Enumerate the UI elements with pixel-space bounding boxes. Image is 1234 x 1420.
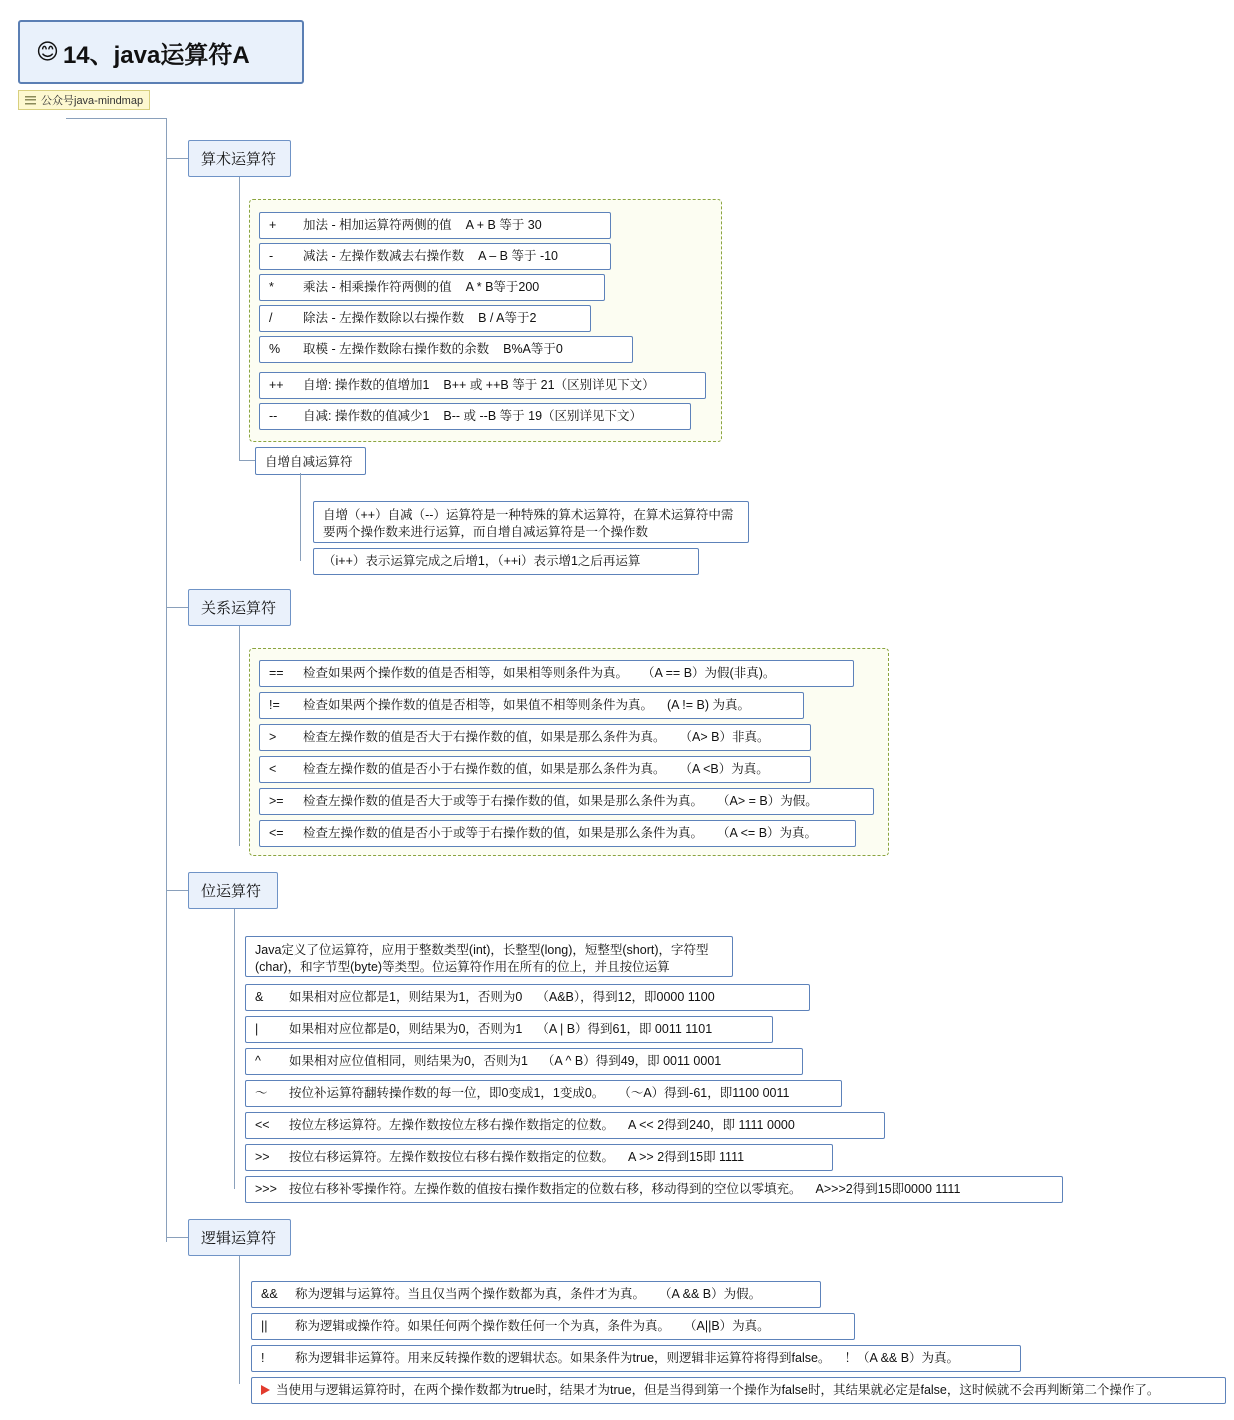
operator: - bbox=[269, 249, 274, 263]
branch-stem bbox=[239, 626, 240, 654]
note-chip-label: 公众号java-mindmap bbox=[41, 95, 144, 107]
example: B / A等于2 bbox=[478, 311, 537, 325]
description: 称为逻辑非运算符。用来反转操作数的逻辑状态。如果条件为true，则逻辑非运算符将得到false。 bbox=[295, 1351, 831, 1365]
root-title-node[interactable] bbox=[18, 20, 304, 84]
example: (A != B) 为真。 bbox=[667, 698, 751, 712]
description: 按位右移运算符。左操作数按位右移右操作数指定的位数。 bbox=[289, 1150, 615, 1164]
example: （A == B）为假(非真)。 bbox=[642, 666, 776, 680]
example: A – B 等于 -10 bbox=[478, 249, 559, 263]
operator: && bbox=[261, 1287, 278, 1301]
operator: ++ bbox=[269, 378, 284, 392]
rel-row-4[interactable] bbox=[259, 788, 874, 815]
arith-row-0[interactable] bbox=[259, 212, 611, 239]
example: （A <= B）为真。 bbox=[717, 826, 818, 840]
description: 按位左移运算符。左操作数按位左移右操作数指定的位数。 bbox=[289, 1118, 615, 1132]
operator: / bbox=[269, 311, 273, 325]
operator: != bbox=[269, 698, 280, 712]
branch-label: 位运算符 bbox=[201, 883, 262, 900]
rel-row-3[interactable] bbox=[259, 756, 811, 783]
example: A>>>2得到15即0000 1111 bbox=[815, 1182, 961, 1196]
branch-label: 逻辑运算符 bbox=[201, 1230, 277, 1247]
operator: ^ bbox=[255, 1054, 261, 1068]
branch-connector bbox=[166, 1237, 188, 1238]
note-text: 当使用与逻辑运算符时，在两个操作数都为true时，结果才为true，但是当得到第一个操作为false时，其结果就必定是false，这时候就不会再判断第二个操作了。 bbox=[276, 1383, 1160, 1397]
branch-label: 关系运算符 bbox=[201, 600, 277, 617]
bitwise-intro[interactable] bbox=[245, 936, 733, 977]
branch-label: 算术运算符 bbox=[201, 151, 277, 168]
logic-row-1[interactable] bbox=[251, 1313, 855, 1340]
operator: ! bbox=[261, 1351, 265, 1365]
operator: % bbox=[269, 342, 281, 356]
sub-node-increment[interactable] bbox=[255, 447, 366, 475]
operator: & bbox=[255, 990, 264, 1004]
branch-arithmetic[interactable] bbox=[188, 140, 291, 177]
description: 按位补运算符翻转操作数的每一位，即0变成1，1变成0。 bbox=[289, 1086, 605, 1100]
arith-row-2[interactable] bbox=[259, 274, 605, 301]
branch-connector bbox=[166, 890, 188, 891]
bit-row-6[interactable] bbox=[245, 1176, 1063, 1203]
description: 除法 - 左操作数除以右操作数 bbox=[303, 311, 465, 325]
branch-bitwise[interactable] bbox=[188, 872, 278, 909]
branch-stem bbox=[239, 205, 240, 460]
increment-detail-0[interactable] bbox=[313, 501, 749, 543]
branch-stem bbox=[239, 1256, 240, 1286]
operator: 〜 bbox=[255, 1086, 268, 1100]
rel-row-5[interactable] bbox=[259, 820, 856, 847]
sub-stem bbox=[300, 503, 301, 561]
operator: > bbox=[269, 730, 277, 744]
branch-connector bbox=[166, 607, 188, 608]
note-lines-icon bbox=[25, 96, 36, 105]
example: （A> B）非真。 bbox=[679, 730, 770, 744]
operator: * bbox=[269, 280, 274, 294]
description: 如果相对应位都是0，则结果为0，否则为1 bbox=[289, 1022, 523, 1036]
rel-row-1[interactable] bbox=[259, 692, 804, 719]
sub-stem bbox=[300, 473, 301, 503]
arith-row-1[interactable] bbox=[259, 243, 611, 270]
description: 如果相对应位都是1，则结果为1，否则为0 bbox=[289, 990, 523, 1004]
description: 按位右移补零操作符。左操作数的值按右操作数指定的位数右移，移动得到的空位以零填充。 bbox=[289, 1182, 802, 1196]
operator: << bbox=[255, 1118, 270, 1132]
arith-row-3[interactable] bbox=[259, 305, 591, 332]
example: （〜A）得到-61，即1100 0011 bbox=[618, 1086, 790, 1100]
operator: == bbox=[269, 666, 284, 680]
logic-row-2[interactable] bbox=[251, 1345, 1021, 1372]
operator: -- bbox=[269, 409, 278, 423]
operator: >= bbox=[269, 794, 284, 808]
example: （A&B），得到12，即0000 1100 bbox=[536, 990, 715, 1004]
bit-row-5[interactable] bbox=[245, 1144, 833, 1171]
operator: + bbox=[269, 218, 277, 232]
logic-row-0[interactable] bbox=[251, 1281, 821, 1308]
main-spine bbox=[166, 118, 167, 1242]
example: B-- 或 --B 等于 19（区别详见下文） bbox=[443, 409, 643, 423]
root-title-label: 14、java运算符A bbox=[62, 41, 250, 69]
example: A * B等于200 bbox=[465, 280, 540, 294]
example: A >> 2得到15即 1111 bbox=[628, 1150, 745, 1164]
description: 检查左操作数的值是否大于右操作数的值，如果是那么条件为真。 bbox=[303, 730, 666, 744]
red-flag-icon bbox=[261, 1385, 270, 1395]
root-connector bbox=[66, 118, 166, 119]
description: 加法 - 相加运算符两侧的值 bbox=[303, 218, 452, 232]
branch-stem bbox=[234, 909, 235, 939]
arith-row-6[interactable] bbox=[259, 403, 691, 430]
smiley-icon: 😊 bbox=[36, 39, 59, 64]
description: 检查左操作数的值是否小于右操作数的值，如果是那么条件为真。 bbox=[303, 762, 666, 776]
rel-row-2[interactable] bbox=[259, 724, 811, 751]
branch-stem bbox=[239, 1286, 240, 1384]
detail-text: 自增（++）自减（--）运算符是一种特殊的算术运算符，在算术运算符中需要两个操作数来进行运算，而自增自减运算符是一个操作数 bbox=[323, 508, 734, 539]
increment-detail-1[interactable] bbox=[313, 548, 699, 575]
example: B%A等于0 bbox=[503, 342, 563, 356]
arith-row-5[interactable] bbox=[259, 372, 706, 399]
bit-row-4[interactable] bbox=[245, 1112, 885, 1139]
description: 乘法 - 相乘操作符两侧的值 bbox=[303, 280, 452, 294]
bit-row-3[interactable] bbox=[245, 1080, 842, 1107]
operator: || bbox=[261, 1319, 268, 1333]
description: 取模 - 左操作数除右操作数的余数 bbox=[303, 342, 490, 356]
description: 自减: 操作数的值减少1 bbox=[303, 409, 430, 423]
operator: < bbox=[269, 762, 277, 776]
branch-stem bbox=[239, 177, 240, 205]
bit-row-1[interactable] bbox=[245, 1016, 773, 1043]
bit-row-0[interactable] bbox=[245, 984, 810, 1011]
description: 检查如果两个操作数的值是否相等，如果值不相等则条件为真。 bbox=[303, 698, 654, 712]
logic-note-row[interactable] bbox=[251, 1377, 1226, 1404]
example: （A||B）为真。 bbox=[684, 1319, 770, 1333]
bit-row-2[interactable] bbox=[245, 1048, 803, 1075]
example: A << 2得到240，即 1111 0000 bbox=[628, 1118, 795, 1132]
arith-row-4[interactable] bbox=[259, 336, 633, 363]
example: ！（A && B）为真。 bbox=[844, 1351, 960, 1365]
example: （A && B）为假。 bbox=[659, 1287, 762, 1301]
operator: >> bbox=[255, 1150, 270, 1164]
operator: | bbox=[255, 1022, 259, 1036]
description: 称为逻辑或操作符。如果任何两个操作数任何一个为真，条件为真。 bbox=[295, 1319, 671, 1333]
intro-text: Java定义了位运算符，应用于整数类型(int)，长整型(long)，短整型(short)，字符型(char)，和字节型(byte)等类型。位运算符作用在所有的位上，并且按位运算 bbox=[255, 943, 709, 974]
operator: <= bbox=[269, 826, 284, 840]
description: 如果相对应位值相同，则结果为0，否则为1 bbox=[289, 1054, 528, 1068]
description: 称为逻辑与运算符。当且仅当两个操作数都为真，条件才为真。 bbox=[295, 1287, 646, 1301]
branch-stem bbox=[234, 939, 235, 1189]
description: 检查左操作数的值是否大于或等于右操作数的值，如果是那么条件为真。 bbox=[303, 794, 704, 808]
example: B++ 或 ++B 等于 21（区别详见下文） bbox=[443, 378, 655, 392]
description: 检查左操作数的值是否小于或等于右操作数的值，如果是那么条件为真。 bbox=[303, 826, 704, 840]
rel-row-0[interactable] bbox=[259, 660, 854, 687]
example: A + B 等于 30 bbox=[465, 218, 542, 232]
example: （A | B）得到61，即 0011 1101 bbox=[536, 1022, 713, 1036]
example: （A ^ B）得到49，即 0011 0001 bbox=[541, 1054, 722, 1068]
sub-connector bbox=[239, 460, 255, 461]
branch-connector bbox=[166, 158, 188, 159]
branch-stem bbox=[239, 654, 240, 846]
description: 检查如果两个操作数的值是否相等，如果相等则条件为真。 bbox=[303, 666, 629, 680]
sub-node-label: 自增自减运算符 bbox=[265, 455, 353, 469]
example: （A <B）为真。 bbox=[679, 762, 769, 776]
note-chip[interactable] bbox=[18, 90, 150, 110]
branch-logical[interactable] bbox=[188, 1219, 291, 1256]
example: （A> = B）为假。 bbox=[717, 794, 818, 808]
branch-relational[interactable] bbox=[188, 589, 291, 626]
operator: >>> bbox=[255, 1182, 277, 1196]
description: 减法 - 左操作数减去右操作数 bbox=[303, 249, 465, 263]
description: 自增: 操作数的值增加1 bbox=[303, 378, 430, 392]
detail-text: （i++）表示运算完成之后增1，（++i）表示增1之后再运算 bbox=[323, 554, 641, 568]
